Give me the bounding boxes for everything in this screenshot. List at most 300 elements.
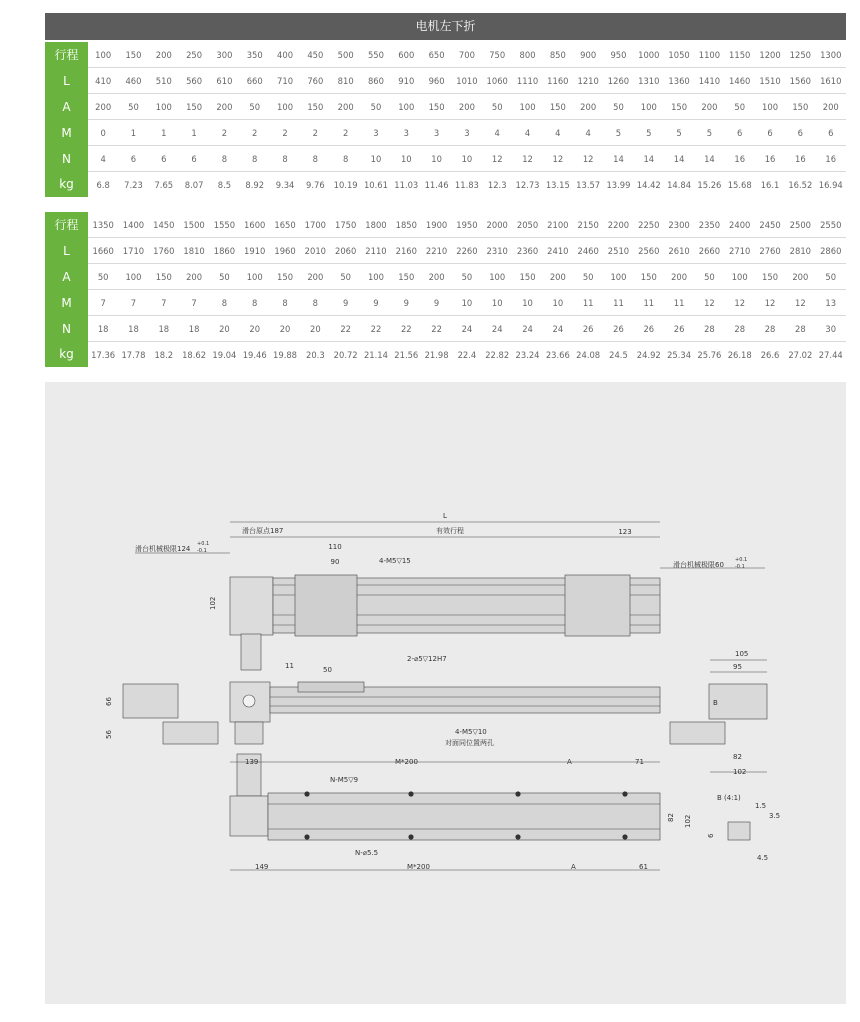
cell-L-15: 2410 [543,238,573,264]
cell-A-9: 50 [361,94,391,120]
cell-kg-8: 20.72 [333,349,358,360]
cell-stroke-19: 1050 [664,42,694,68]
cell-kg-5: 19.46 [242,349,267,360]
cell-kg-19: 25.34 [667,349,692,360]
cell-L-19: 2610 [664,238,694,264]
cell-L-8: 2060 [331,238,361,264]
cell-M-21: 12 [725,290,755,316]
cell-L-8: 810 [331,68,361,94]
cell-N-21: 28 [725,316,755,342]
cell-L-20: 1410 [694,68,724,94]
spec-table-1 [45,42,846,197]
cell-kg-20: 15.26 [697,179,722,190]
dim-123: 123 [618,528,632,536]
cell-kg-11: 21.98 [424,349,449,360]
cell-stroke-5: 350 [240,42,270,68]
cell-kg-9: 21.14 [363,349,388,360]
cell-N-1: 18 [118,316,148,342]
cell-A-15: 150 [543,94,573,120]
cell-L-4: 610 [209,68,239,94]
cell-M-18: 5 [634,120,664,146]
cell-stroke-9: 550 [361,42,391,68]
dim-6: 6 [707,833,715,838]
cell-stroke-1: 1400 [118,212,148,238]
cell-M-24: 13 [816,290,847,316]
hole-4m5-15: 4-M5▽15 [379,557,411,565]
cell-stroke-16: 2150 [573,212,603,238]
dim-a-top: A [567,758,572,766]
cell-N-1: 6 [118,146,148,172]
cell-M-1: 1 [118,120,148,146]
cell-M-10: 3 [391,120,421,146]
dim-m200-top: M*200 [395,758,418,766]
cell-L-11: 960 [421,68,451,94]
cell-stroke-24: 2550 [816,212,847,238]
cell-A-7: 200 [300,264,330,290]
cell-kg-10: 21.56 [394,349,419,360]
cell-A-19: 150 [664,94,694,120]
cell-A-13: 50 [482,94,512,120]
cell-stroke-13: 750 [482,42,512,68]
mech-limit-left: 滑台机械极限124 [135,545,191,553]
cell-L-6: 1960 [270,238,300,264]
cell-kg-16: 13.57 [576,179,601,190]
cell-A-18: 150 [634,264,664,290]
cell-M-15: 10 [543,290,573,316]
cell-M-1: 7 [118,290,148,316]
cell-kg-13: 22.82 [485,349,510,360]
cell-stroke-23: 2500 [785,212,815,238]
cell-N-19: 26 [664,316,694,342]
cell-stroke-22: 1200 [755,42,785,68]
row-M [45,290,846,316]
cell-L-11: 2210 [421,238,451,264]
cell-A-9: 100 [361,264,391,290]
cell-N-9: 10 [361,146,391,172]
cell-kg-14: 23.24 [515,349,540,360]
cell-M-7: 2 [300,120,330,146]
cell-kg-20: 25.76 [697,349,722,360]
cell-N-12: 24 [452,316,482,342]
row-kg [45,172,846,198]
cell-N-3: 6 [179,146,209,172]
pin-hole: 2-⌀5▽12H7 [407,655,447,663]
dim-71: 71 [635,758,644,766]
cell-stroke-2: 200 [149,42,179,68]
hole-note: 对面同位置两孔 [445,739,494,747]
cell-kg-24: 16.94 [818,179,843,190]
cell-A-2: 100 [149,94,179,120]
cell-stroke-18: 2250 [634,212,664,238]
detail-b-profile [728,822,750,840]
row-label-L: L [45,238,88,264]
cell-A-24: 200 [816,94,847,120]
cell-L-4: 1860 [209,238,239,264]
cell-N-20: 14 [694,146,724,172]
cell-N-17: 26 [603,316,633,342]
dim-a-bottom: A [571,863,576,871]
cell-stroke-0: 1350 [88,212,118,238]
dim-102: 102 [684,814,692,828]
cell-A-23: 200 [785,264,815,290]
cell-kg-17: 24.5 [609,349,628,360]
cell-L-22: 2760 [755,238,785,264]
row-L [45,68,846,94]
cell-L-24: 2860 [816,238,847,264]
cell-M-19: 11 [664,290,694,316]
cell-M-17: 11 [603,290,633,316]
cell-M-10: 9 [391,290,421,316]
cell-kg-19: 14.84 [667,179,692,190]
cell-L-2: 1760 [149,238,179,264]
cell-kg-17: 13.99 [606,179,631,190]
cell-A-20: 200 [694,94,724,120]
dim-m200-bottom: M*200 [407,863,430,871]
cell-L-5: 660 [240,68,270,94]
cell-stroke-14: 2050 [512,212,542,238]
cell-M-2: 1 [149,120,179,146]
cell-N-16: 12 [573,146,603,172]
cell-L-18: 2560 [634,238,664,264]
cell-stroke-11: 1900 [421,212,451,238]
detail-b-title: B (4:1) [717,794,741,802]
motor-flange-top [230,577,273,635]
cell-A-7: 150 [300,94,330,120]
cell-L-5: 1910 [240,238,270,264]
cell-A-15: 200 [543,264,573,290]
row-A [45,264,846,290]
technical-drawing-panel [45,382,846,1004]
tol-left-plus: +0.1 [197,541,210,547]
spec-table-2 [45,212,846,367]
cell-M-13: 10 [482,290,512,316]
cell-M-9: 3 [361,120,391,146]
cell-kg-1: 7.23 [124,179,143,190]
cell-M-11: 3 [421,120,451,146]
cell-L-21: 1460 [725,68,755,94]
cell-N-4: 20 [209,316,239,342]
cell-stroke-12: 1950 [452,212,482,238]
cell-L-13: 2310 [482,238,512,264]
row-label-N: N [45,316,88,342]
dim-82: 82 [667,813,675,822]
row-stroke [45,42,846,68]
cell-kg-6: 9.34 [275,179,295,190]
cell-A-10: 150 [391,264,421,290]
cell-A-22: 150 [755,264,785,290]
tol-left-minus: -0.1 [197,548,207,554]
cell-A-6: 150 [270,264,300,290]
cell-kg-23: 16.52 [788,179,813,190]
cell-N-22: 16 [755,146,785,172]
cell-kg-22: 16.1 [760,179,780,190]
tol-right-minus: -0.1 [735,564,745,570]
dim-61: 61 [639,863,648,871]
row-label-L: L [45,68,88,94]
cell-L-14: 2360 [512,238,542,264]
cell-L-6: 710 [270,68,300,94]
cell-kg-16: 24.08 [576,349,601,360]
cell-N-12: 10 [452,146,482,172]
cell-N-10: 10 [391,146,421,172]
dim-1-5: 1.5 [755,802,767,810]
cell-L-17: 1260 [603,68,633,94]
cell-kg-6: 19.88 [273,349,298,360]
cell-stroke-1: 150 [118,42,148,68]
cell-N-13: 12 [482,146,512,172]
dim-95: 95 [733,663,742,671]
technical-drawing [45,382,846,1004]
dim-102-side: 102 [733,768,747,776]
cell-A-11: 150 [421,94,451,120]
cell-A-22: 100 [755,94,785,120]
mech-limit-right: 滑台机械极限60 [673,561,724,569]
cell-kg-13: 12.3 [487,179,507,190]
cell-kg-7: 20.3 [306,349,325,360]
cell-M-24: 6 [816,120,847,146]
cell-M-15: 4 [543,120,573,146]
row-label-M: M [45,120,88,146]
cell-A-3: 200 [179,264,209,290]
mark-b: B [713,699,718,707]
cell-M-6: 2 [270,120,300,146]
cell-stroke-7: 450 [300,42,330,68]
row-L [45,238,846,264]
cell-stroke-15: 2100 [543,212,573,238]
cell-M-13: 4 [482,120,512,146]
cell-M-14: 4 [512,120,542,146]
cell-stroke-0: 100 [88,42,118,68]
cell-M-8: 9 [331,290,361,316]
hole-nm5-9: N-M5▽9 [330,776,359,784]
cell-N-8: 8 [331,146,361,172]
cell-L-0: 410 [88,68,118,94]
cell-L-7: 760 [300,68,330,94]
cell-A-6: 100 [270,94,300,120]
cell-M-2: 7 [149,290,179,316]
cell-stroke-10: 1850 [391,212,421,238]
cell-A-23: 150 [785,94,815,120]
cell-L-12: 1010 [452,68,482,94]
cell-kg-7: 9.76 [306,179,325,190]
cell-M-22: 6 [755,120,785,146]
cell-N-7: 20 [300,316,330,342]
cell-kg-8: 10.19 [333,179,358,190]
cell-kg-15: 13.15 [545,179,570,190]
cell-L-23: 1560 [785,68,815,94]
row-label-stroke: 行程 [45,212,88,238]
cell-L-9: 2110 [361,238,391,264]
hole-n55: N-⌀5.5 [355,849,379,857]
cell-M-18: 11 [634,290,664,316]
row-label-kg: kg [45,172,88,198]
cell-stroke-3: 250 [179,42,209,68]
cell-N-21: 16 [725,146,755,172]
cell-kg-2: 18.2 [154,349,174,360]
cell-M-4: 2 [209,120,239,146]
cell-L-24: 1610 [816,68,847,94]
cell-M-6: 8 [270,290,300,316]
cell-A-21: 100 [725,264,755,290]
cell-N-18: 14 [634,146,664,172]
cell-A-5: 50 [240,94,270,120]
row-N [45,146,846,172]
cell-L-12: 2260 [452,238,482,264]
cell-stroke-21: 1150 [725,42,755,68]
cell-M-7: 8 [300,290,330,316]
cell-stroke-11: 650 [421,42,451,68]
cell-M-3: 7 [179,290,209,316]
cell-N-23: 28 [785,316,815,342]
cell-stroke-22: 2450 [755,212,785,238]
cell-M-23: 6 [785,120,815,146]
table-title: 电机左下折 [45,13,846,40]
cell-A-12: 200 [452,94,482,120]
tol-right-plus: +0.1 [735,557,748,563]
cell-N-17: 14 [603,146,633,172]
cell-N-19: 14 [664,146,694,172]
cell-L-18: 1310 [634,68,664,94]
cell-A-21: 50 [725,94,755,120]
cell-A-16: 200 [573,94,603,120]
cell-M-5: 2 [240,120,270,146]
cell-N-23: 16 [785,146,815,172]
cell-N-6: 8 [270,146,300,172]
cell-stroke-9: 1800 [361,212,391,238]
dim-effective-stroke: 有效行程 [436,527,464,535]
cell-A-11: 200 [421,264,451,290]
cell-A-3: 150 [179,94,209,120]
cell-L-16: 2460 [573,238,603,264]
cell-kg-5: 8.92 [245,179,265,190]
cell-kg-11: 11.46 [424,179,449,190]
cell-N-13: 24 [482,316,512,342]
cell-stroke-17: 950 [603,42,633,68]
cell-A-18: 100 [634,94,664,120]
cell-M-9: 9 [361,290,391,316]
cell-N-7: 8 [300,146,330,172]
row-stroke [45,212,846,238]
cell-stroke-12: 700 [452,42,482,68]
cell-kg-2: 7.65 [154,179,174,190]
dim-56: 56 [105,730,113,739]
cell-stroke-8: 1750 [331,212,361,238]
cell-M-11: 9 [421,290,451,316]
motor-left-side [123,684,178,718]
cell-L-23: 2810 [785,238,815,264]
cell-stroke-10: 600 [391,42,421,68]
cell-L-10: 2160 [391,238,421,264]
cell-N-14: 12 [512,146,542,172]
cell-M-19: 5 [664,120,694,146]
row-M [45,120,846,146]
cell-A-2: 150 [149,264,179,290]
row-label-M: M [45,290,88,316]
cell-N-16: 26 [573,316,603,342]
cell-kg-23: 27.02 [788,349,813,360]
cell-stroke-20: 1100 [694,42,724,68]
cell-N-15: 12 [543,146,573,172]
cell-stroke-15: 850 [543,42,573,68]
cell-kg-0: 17.36 [91,349,116,360]
cell-stroke-2: 1450 [149,212,179,238]
cell-L-13: 1060 [482,68,512,94]
hole-4m5-10: 4-M5▽10 [455,728,487,736]
cell-A-24: 50 [816,264,847,290]
cell-stroke-24: 1300 [816,42,847,68]
cell-A-0: 200 [88,94,118,120]
cell-N-0: 18 [88,316,118,342]
dim-139: 139 [245,758,259,766]
end-block-top [565,575,630,636]
cell-kg-18: 24.92 [636,349,661,360]
cell-L-21: 2710 [725,238,755,264]
cell-N-24: 30 [816,316,847,342]
dim-66: 66 [105,697,113,706]
cell-N-11: 10 [421,146,451,172]
dim-105: 105 [735,650,749,658]
cell-kg-22: 26.6 [760,349,780,360]
cell-A-8: 50 [331,264,361,290]
row-N [45,316,846,342]
cell-A-16: 50 [573,264,603,290]
cell-N-22: 28 [755,316,785,342]
cell-N-2: 18 [149,316,179,342]
cell-stroke-4: 300 [209,42,239,68]
cell-A-13: 100 [482,264,512,290]
cell-stroke-17: 2200 [603,212,633,238]
dim-L: L [443,512,447,520]
dim-4-5: 4.5 [757,854,769,862]
cell-N-18: 26 [634,316,664,342]
dim-origin: 滑台原点187 [242,527,284,535]
cell-M-16: 11 [573,290,603,316]
cell-stroke-6: 400 [270,42,300,68]
cell-N-20: 28 [694,316,724,342]
dim-82-side: 82 [733,753,742,761]
row-label-N: N [45,146,88,172]
row-kg [45,342,846,368]
cell-L-17: 2510 [603,238,633,264]
cell-N-5: 8 [240,146,270,172]
cell-stroke-14: 800 [512,42,542,68]
cell-L-14: 1110 [512,68,542,94]
cell-kg-24: 27.44 [818,349,843,360]
cell-A-17: 50 [603,94,633,120]
cell-stroke-20: 2350 [694,212,724,238]
cell-L-1: 1710 [118,238,148,264]
cell-A-1: 50 [118,94,148,120]
dim-90: 90 [330,558,340,566]
cell-A-17: 100 [603,264,633,290]
cell-kg-4: 8.5 [217,179,232,190]
cell-N-3: 18 [179,316,209,342]
cell-A-12: 50 [452,264,482,290]
cell-N-6: 20 [270,316,300,342]
cell-stroke-18: 1000 [634,42,664,68]
row-A [45,94,846,120]
dim-149: 149 [255,863,269,871]
cell-kg-4: 19.04 [212,349,237,360]
cell-M-4: 8 [209,290,239,316]
cell-N-15: 24 [543,316,573,342]
cell-N-8: 22 [331,316,361,342]
cell-kg-0: 6.8 [96,179,110,190]
motor-body-top [241,634,261,670]
cell-M-22: 12 [755,290,785,316]
cell-N-5: 20 [240,316,270,342]
cell-kg-21: 15.68 [727,179,752,190]
